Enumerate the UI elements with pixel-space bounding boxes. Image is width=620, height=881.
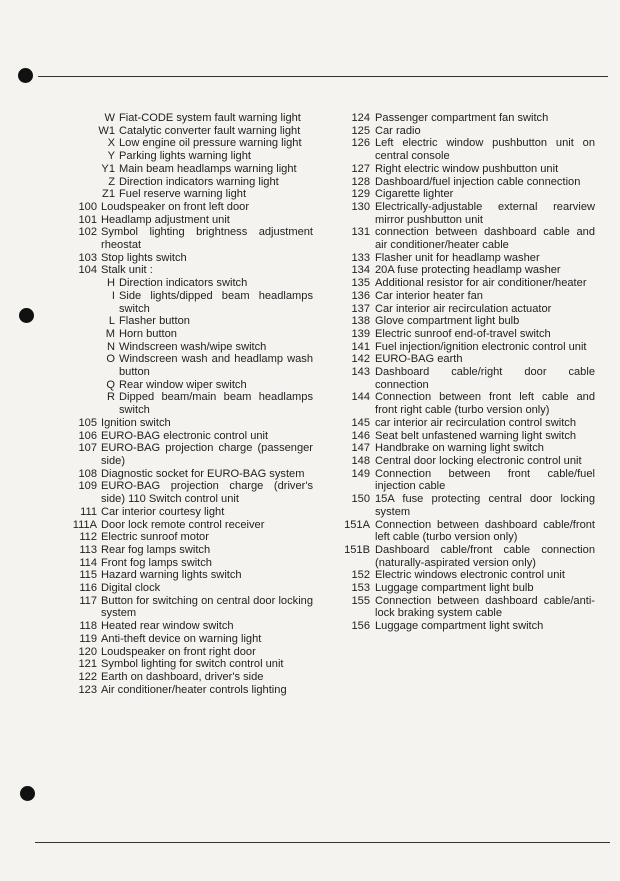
legend-entry — [60, 417, 313, 430]
entry-description: Headlamp adjustment unit — [101, 213, 230, 226]
entry-number: 113 — [79, 543, 97, 556]
legend-subentry — [60, 379, 313, 392]
legend-subentry — [60, 290, 313, 315]
legend-entry — [60, 506, 313, 519]
entry-number: 136 — [351, 289, 370, 302]
entry-description: Fiat-CODE system fault warning light — [119, 112, 301, 124]
entry-number: 111 — [80, 505, 97, 518]
entry-description: Connection between dashboard cable/anti-lock braking system cable — [375, 594, 595, 620]
legend-entry — [330, 163, 595, 176]
entry-number: 147 — [351, 442, 370, 455]
entry-description: Additional resistor for air conditioner/heater — [375, 277, 587, 290]
legend-entry — [60, 582, 313, 595]
entry-description: Dipped beam/main beam headlamps switch — [119, 391, 313, 417]
entry-number: 124 — [351, 112, 370, 124]
entry-number: 120 — [78, 645, 97, 658]
legend-entry — [60, 442, 313, 467]
entry-number: 142 — [351, 353, 370, 366]
entry-description: Electric sunroof motor — [101, 531, 209, 544]
entry-description: Loudspeaker on front left door — [101, 200, 250, 213]
entry-description: Fuel reserve warning light — [119, 188, 247, 201]
legend-entry — [330, 315, 595, 328]
legend-entry — [60, 684, 313, 697]
entry-description: Button for switching on central door locking system — [101, 594, 313, 620]
entry-number: 144 — [351, 391, 370, 404]
legend-entry — [330, 569, 595, 582]
legend-entry — [60, 519, 313, 532]
legend-entry — [60, 531, 313, 544]
entry-number: O — [106, 353, 115, 366]
entry-description: Connection between dashboard cable/front left cable (turbo version only) — [375, 518, 595, 544]
legend-entry — [60, 226, 313, 251]
entry-number: 107 — [78, 442, 97, 455]
entry-description: Ignition switch — [101, 416, 171, 429]
entry-description: EURO-BAG earth — [375, 353, 463, 366]
entry-description: Windscreen wash/wipe switch — [119, 340, 267, 353]
legend-subentry — [60, 315, 313, 328]
entry-number: 122 — [78, 670, 97, 683]
entry-description: Flasher button — [119, 315, 190, 328]
entry-description: Parking lights warning light — [119, 150, 251, 163]
entry-description: 20A fuse protecting headlamp washer — [375, 264, 561, 277]
legend-subentry — [60, 341, 313, 354]
entry-number: 141 — [351, 340, 370, 353]
entry-number: L — [108, 315, 115, 328]
entry-description: Connection between front cable/fuel injection cable — [375, 467, 595, 493]
entry-number: 146 — [351, 429, 370, 442]
legend-subentry — [60, 150, 313, 163]
legend-subentry — [60, 112, 313, 125]
entry-number: 152 — [351, 569, 370, 582]
entry-description: Direction indicators switch — [119, 277, 248, 290]
entry-description: Seat belt unfastened warning light switch — [375, 429, 577, 442]
legend-entry — [60, 569, 313, 582]
entry-description: Loudspeaker on front right door — [101, 645, 256, 658]
entry-number: 156 — [351, 620, 370, 633]
legend-subentry — [60, 391, 313, 416]
legend-entry — [60, 468, 313, 481]
entry-number: 125 — [351, 124, 370, 137]
legend-right-column — [330, 112, 595, 633]
entry-number: 153 — [351, 582, 370, 595]
legend-entry — [330, 290, 595, 303]
legend-entry — [60, 646, 313, 659]
entry-description: Heated rear window switch — [101, 620, 234, 633]
punch-hole-middle — [19, 308, 34, 323]
entry-description: Windscreen wash and headlamp wash button — [119, 353, 313, 379]
entry-description: Car interior air recirculation actuator — [375, 302, 552, 315]
legend-entry — [330, 341, 595, 354]
entry-description: connection between dashboard cable and air conditioner/heater cable — [375, 226, 595, 252]
legend-entry — [330, 188, 595, 201]
entry-description: Cigarette lighter — [375, 188, 454, 201]
legend-entry — [60, 214, 313, 227]
legend-entry — [330, 544, 595, 569]
entry-number: 105 — [78, 416, 97, 429]
legend-entry — [60, 633, 313, 646]
entry-number: 133 — [351, 251, 370, 264]
entry-number: M — [105, 327, 115, 340]
entry-description: Connection between front left cable and front right cable (turbo version only) — [375, 391, 595, 417]
entry-number: 123 — [78, 683, 97, 696]
entry-number: 155 — [351, 594, 370, 607]
entry-number: 135 — [351, 277, 370, 290]
entry-number: W — [104, 112, 115, 124]
entry-number: 115 — [79, 569, 97, 582]
legend-entry — [330, 277, 595, 290]
legend-entry — [330, 201, 595, 226]
top-rule — [38, 76, 608, 77]
entry-description: Earth on dashboard, driver's side — [101, 670, 264, 683]
entry-description: Electric sunroof end-of-travel switch — [375, 327, 551, 340]
entry-description: Fuel injection/ignition electronic control unit — [375, 340, 587, 353]
legend-subentry — [60, 277, 313, 290]
legend-entry — [330, 125, 595, 138]
legend-entry — [330, 176, 595, 189]
entry-description: Digital clock — [101, 582, 161, 595]
entry-number: 149 — [351, 467, 370, 480]
entry-number: 102 — [78, 226, 97, 239]
legend-entry — [330, 442, 595, 455]
entry-description: Rear fog lamps switch — [101, 543, 211, 556]
legend-entry — [60, 480, 313, 505]
entry-description: Car interior heater fan — [375, 289, 483, 302]
legend-entry — [60, 544, 313, 557]
entry-number: 150 — [351, 493, 370, 506]
legend-entry — [330, 137, 595, 162]
entry-description: Left electric window pushbutton unit on central console — [375, 137, 595, 163]
entry-number: 104 — [78, 264, 97, 277]
legend-entry — [330, 328, 595, 341]
entry-description: Glove compartment light bulb — [375, 315, 520, 328]
legend-subentry — [60, 188, 313, 201]
legend-entry — [330, 112, 595, 125]
entry-number: Q — [106, 378, 115, 391]
entry-description: Right electric window pushbutton unit — [375, 162, 559, 175]
entry-description: Dashboard cable/right door cable connection — [375, 366, 595, 391]
entry-number: 151A — [344, 518, 370, 531]
entry-number: 112 — [79, 531, 97, 544]
entry-description: EURO-BAG projection charge (passenger side) — [101, 442, 313, 467]
entry-number: 111A — [72, 518, 97, 531]
entry-number: 118 — [79, 620, 97, 633]
entry-description: 15A fuse protecting central door locking system — [375, 493, 595, 518]
entry-number: Y1 — [101, 162, 115, 175]
legend-subentry — [60, 137, 313, 150]
legend-subentry — [60, 328, 313, 341]
entry-description: EURO-BAG projection charge (driver's side) 110 Switch control unit — [101, 480, 313, 506]
entry-description: Car interior courtesy light — [101, 505, 225, 518]
entry-description: Symbol lighting for switch control unit — [101, 658, 284, 671]
entry-number: Z — [108, 175, 115, 188]
entry-number: 106 — [78, 429, 97, 442]
entry-number: 130 — [351, 200, 370, 213]
entry-number: X — [107, 137, 115, 150]
entry-description: Dashboard/fuel injection cable connection — [375, 175, 581, 188]
legend-entry — [60, 658, 313, 671]
punch-hole-top — [18, 68, 33, 83]
entry-number: 151B — [344, 543, 370, 556]
entry-description: Luggage compartment light switch — [375, 620, 544, 633]
entry-number: 100 — [78, 200, 97, 213]
entry-number: 109 — [78, 480, 97, 493]
legend-entry — [330, 493, 595, 518]
entry-number: 129 — [351, 188, 370, 201]
entry-description: Hazard warning lights switch — [101, 569, 242, 582]
entry-number: 121 — [78, 658, 97, 671]
entry-number: R — [106, 391, 115, 404]
legend-entry — [330, 252, 595, 265]
entry-number: 128 — [351, 175, 370, 188]
entry-description: Car radio — [375, 124, 421, 137]
entry-description: Electrically-adjustable external rearview mirror pushbutton unit — [375, 200, 595, 226]
entry-description: Front fog lamps switch — [101, 556, 212, 569]
entry-number: 143 — [351, 366, 370, 379]
entry-number: 103 — [78, 251, 97, 264]
legend-subentry — [60, 176, 313, 189]
entry-number: 148 — [351, 454, 370, 467]
entry-number: 145 — [351, 416, 370, 429]
entry-number: 138 — [351, 315, 370, 328]
entry-number: 137 — [351, 302, 370, 315]
entry-description: Stalk unit : — [101, 264, 153, 277]
entry-number: 139 — [351, 327, 370, 340]
entry-number: 119 — [79, 632, 97, 645]
entry-number: 116 — [79, 582, 97, 595]
entry-description: Side lights/dipped beam headlamps switch — [119, 289, 313, 315]
entry-description: car interior air recirculation control switch — [375, 416, 576, 429]
legend-entry — [60, 252, 313, 265]
legend-entry — [330, 595, 595, 620]
legend-left-column — [60, 112, 313, 696]
legend-entry — [330, 519, 595, 544]
entry-description: Air conditioner/heater controls lighting — [101, 683, 287, 696]
legend-entry — [330, 391, 595, 416]
legend-entry — [330, 468, 595, 493]
legend-entry — [60, 430, 313, 443]
entry-number: Y — [107, 150, 115, 163]
legend-entry — [330, 582, 595, 595]
legend-subentry — [60, 163, 313, 176]
legend-entry — [330, 620, 595, 633]
entry-number: 127 — [351, 162, 370, 175]
legend-subentry — [60, 353, 313, 378]
entry-description: Handbrake on warning light switch — [375, 442, 544, 455]
entry-description: Diagnostic socket for EURO-BAG system — [101, 467, 305, 480]
entry-description: Direction indicators warning light — [119, 175, 279, 188]
entry-description: Stop lights switch — [101, 251, 187, 264]
entry-description: Passenger compartment fan switch — [375, 112, 549, 124]
legend-entry — [330, 455, 595, 468]
legend-entry — [60, 264, 313, 277]
legend-entry — [330, 303, 595, 316]
legend-entry — [330, 366, 595, 391]
entry-description: Electric windows electronic control unit — [375, 569, 565, 582]
legend-entry — [330, 353, 595, 366]
entry-description: Low engine oil pressure warning light — [119, 137, 302, 150]
legend-entry — [60, 671, 313, 684]
legend-entry — [330, 226, 595, 251]
entry-description: Anti-theft device on warning light — [101, 632, 262, 645]
entry-number: 126 — [351, 137, 370, 150]
entry-number: 117 — [79, 594, 97, 607]
entry-number: H — [106, 277, 115, 290]
entry-number: N — [106, 340, 115, 353]
entry-description: Horn button — [119, 327, 177, 340]
legend-subentry — [60, 125, 313, 138]
entry-number: W1 — [98, 124, 115, 137]
legend-entry — [60, 557, 313, 570]
entry-number: I — [111, 289, 115, 302]
entry-description: Door lock remote control receiver — [101, 518, 265, 531]
legend-entry — [60, 620, 313, 633]
legend-entry — [330, 417, 595, 430]
entry-description: Flasher unit for headlamp washer — [375, 251, 540, 264]
entry-description: Main beam headlamps warning light — [119, 162, 297, 175]
entry-description: EURO-BAG electronic control unit — [101, 429, 269, 442]
entry-number: 114 — [79, 556, 97, 569]
entry-number: 108 — [78, 467, 97, 480]
entry-number: Z1 — [102, 188, 115, 201]
entry-description: Rear window wiper switch — [119, 378, 247, 391]
bottom-rule — [35, 842, 610, 843]
entry-description: Dashboard cable/front cable connection (naturally-aspirated version only) — [375, 543, 595, 569]
entry-description: Luggage compartment light bulb — [375, 582, 534, 595]
punch-hole-bottom — [20, 786, 35, 801]
legend-entry — [60, 201, 313, 214]
legend-entry — [60, 595, 313, 620]
entry-number: 101 — [78, 213, 97, 226]
entry-number: 131 — [351, 226, 370, 239]
entry-description: Central door locking electronic control unit — [375, 454, 582, 467]
entry-number: 134 — [351, 264, 370, 277]
entry-description: Symbol lighting brightness adjustment rheostat — [101, 226, 313, 252]
entry-description: Catalytic converter fault warning light — [119, 124, 301, 137]
legend-entry — [330, 264, 595, 277]
legend-entry — [330, 430, 595, 443]
